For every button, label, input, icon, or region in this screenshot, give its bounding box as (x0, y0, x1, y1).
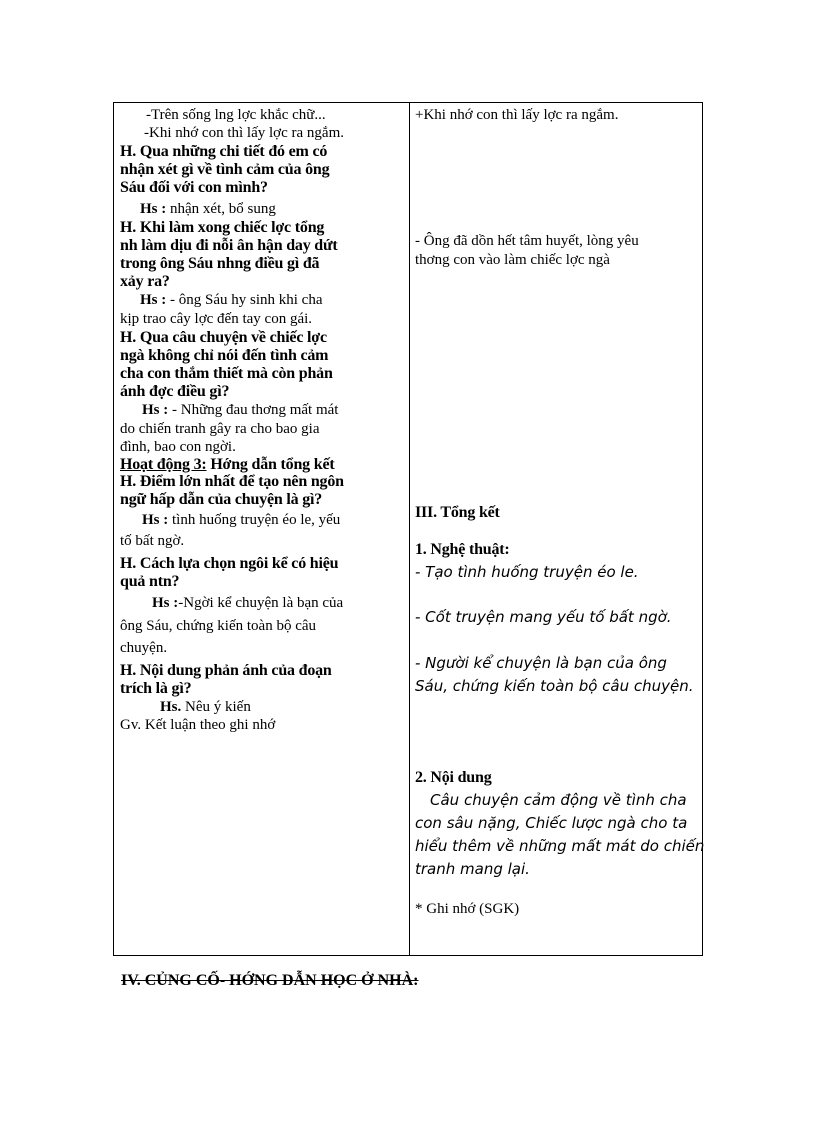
answer-line (140, 292, 322, 309)
question: xảy ra? (120, 273, 170, 290)
answer-line (140, 201, 276, 218)
section-heading: III. Tổng kết (415, 504, 500, 521)
answer-line: do chiến tranh gây ra cho bao gia (120, 421, 320, 437)
answer-line: kịp trao cây lợc đến tay con gái. (120, 311, 313, 327)
lesson-table (113, 102, 703, 956)
question: cha con thắm thiết mà còn phản (120, 365, 333, 382)
answer-text: - Những đau thơng mất mát (172, 402, 339, 418)
summary-item: - Tạo tình huống truyện éo le. (415, 563, 639, 581)
activity-label: Hoạt động 3: (120, 456, 207, 473)
subheading: 2. Nội dung (415, 769, 492, 786)
question: H. Cách lựa chọn ngôi kể có hiệu (120, 555, 339, 572)
summary-item: Sáu, chứng kiến toàn bộ câu chuyện. (415, 677, 694, 695)
left-line: -Trên sống lng lợc khắc chữ... (146, 107, 326, 123)
subheading: 1. Nghệ thuật: (415, 541, 510, 558)
answer-text: - ông Sáu hy sinh khi cha (170, 292, 323, 308)
hs-label: Hs : (142, 402, 169, 418)
teacher-conclusion: Gv. Kết luận theo ghi nhớ (120, 717, 276, 733)
question: ánh đợc điều gì? (120, 383, 230, 400)
question: nh làm dịu đi nỗi ân hận day dứt (120, 237, 338, 254)
question: quả ntn? (120, 573, 180, 590)
question: H. Khi làm xong chiếc lợc tổng (120, 219, 325, 236)
hs-label: Hs : (140, 201, 167, 217)
question: trong ông Sáu nhng điều gì đã (120, 255, 320, 272)
section-footer-heading: IV. CỦNG CỐ- HỚNG DẪN HỌC Ở NHÀ: (121, 972, 419, 989)
activity-text: Hớng dẫn tổng kết (210, 456, 335, 473)
answer-line: đình, bao con ngời. (120, 439, 236, 455)
right-line: - Ông đã dồn hết tâm huyết, lòng yêu (415, 233, 639, 249)
content-line: tranh mang lại. (415, 860, 530, 878)
activity-heading (120, 456, 334, 473)
answer-text: -Ngời kể chuyện là bạn của (178, 595, 344, 611)
summary-item: - Cốt truyện mang yếu tố bất ngờ. (415, 608, 672, 626)
question: ngà không chỉ nói đến tình cảm (120, 347, 329, 364)
question: H. Qua những chi tiết đó em có (120, 143, 328, 160)
note-line: * Ghi nhớ (SGK) (415, 901, 520, 917)
right-line: thơng con vào làm chiếc lợc ngà (415, 252, 610, 268)
answer-line (142, 512, 340, 529)
answer-text: tình huống truyện éo le, yếu (172, 512, 341, 528)
summary-item: - Người kể chuyện là bạn của ông (415, 654, 667, 672)
question: nhận xét gì về tình cảm của ông (120, 161, 330, 178)
question: Sáu đối với con mình? (120, 179, 268, 196)
column-divider (409, 103, 410, 955)
content-line: Câu chuyện cảm động về tình cha (430, 791, 687, 809)
content-line: con sâu nặng, Chiếc lược ngà cho ta (415, 814, 688, 832)
question: trích là gì? (120, 680, 192, 697)
answer-line (142, 402, 338, 419)
left-line: -Khi nhớ con thì lấy lợc ra ngắm. (144, 125, 344, 141)
question: H. Nội dung phản ánh của đoạn (120, 662, 332, 679)
content-line: hiểu thêm về những mất mát do chiến (415, 837, 705, 855)
answer-line: chuyện. (120, 640, 168, 656)
answer-text: Nêu ý kiến (185, 699, 251, 715)
right-line: +Khi nhớ con thì lấy lợc ra ngắm. (415, 107, 619, 123)
question: H. Qua câu chuyện về chiếc lợc (120, 329, 327, 346)
hs-label: Hs : (152, 595, 179, 611)
hs-label: Hs. (160, 699, 182, 715)
answer-line: tố bất ngờ. (120, 533, 185, 549)
answer-line (160, 699, 251, 716)
answer-text: nhận xét, bổ sung (170, 201, 276, 217)
answer-line (152, 595, 343, 612)
answer-line: ông Sáu, chứng kiến toàn bộ câu (120, 618, 317, 634)
hs-label: Hs : (140, 292, 167, 308)
hs-label: Hs : (142, 512, 169, 528)
question: H. Điểm lớn nhất để tạo nên ngôn (120, 473, 344, 490)
question: ngữ hấp dẫn của chuyện là gì? (120, 491, 323, 508)
